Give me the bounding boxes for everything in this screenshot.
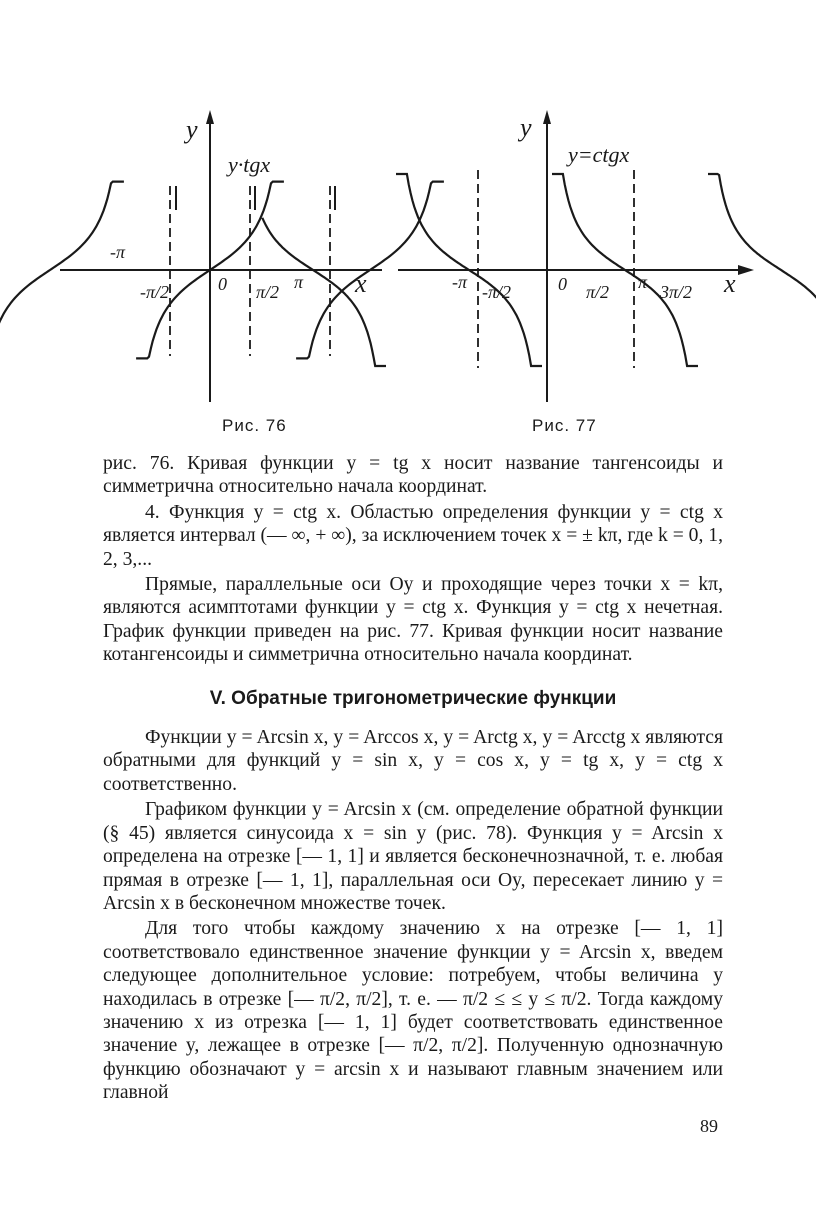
tick-neg-pi: -π [452,272,468,292]
tick-half-pi: π/2 [256,282,280,302]
paragraph-inverse-functions: Функции y = Arcsin x, y = Arccos x, y = Arctg x, y = Arcctg x являются обратными для функций y = sin x, y = cos x, y = tg x, y = ctg x соответственно. [103,727,723,795]
tick-three-half-pi: 3π/2 [660,282,693,302]
origin-label: 0 [218,274,227,294]
function-label: y·tgx [228,152,271,177]
paragraph-ctg-asymptotes: Прямые, параллельные оси Oy и проходящие через точки x = kπ, являются асимптотами функции y = ctg x. Функция y = ctg x нечетная. График функции приведен на рис. 77. Кривая функции носит название котангенсоиды и симметрична относительно начала координат. [103,574,723,666]
x-axis-label: x [724,269,736,298]
figure-77-caption: Рис. 77 [532,416,597,435]
figure-76-tangent-graph [60,110,390,410]
tick-pi: π [294,272,304,292]
y-axis-label: y [520,113,532,142]
figure-77-cotangent-graph [398,110,758,410]
paragraph-principal-value: Для того чтобы каждому значению x на отрезке [— 1, 1] соответствовало единственное значение функции y = Arcsin x, введем следующее дополнительное условие: потребуем, чтобы величина y находилась в отрезке [— π/2, π/2], т. е. — π/2 ≤ ≤ y ≤ π/2. Тогда каждому значению x из отрезка [— 1, 1] будет соответствовать единственное значение y, лежащее в отрезке [— π/2, π/2]. Полученную однозначную функцию обозначают y = arcsin x и называют главным значением или главной [103,918,723,1104]
origin-label: 0 [558,274,567,294]
function-label: y=ctgx [568,142,630,167]
tick-half-pi: π/2 [586,282,610,302]
section-heading: V. Обратные тригонометрические функции [209,687,617,709]
y-axis-arrow [543,110,551,124]
figure-76-caption: Рис. 76 [222,416,287,435]
page-number: 89 [700,1116,718,1136]
body-text [103,452,723,1105]
tick-neg-pi: -π [110,242,126,262]
y-axis-arrow [206,110,214,124]
paragraph-tangentoid: рис. 76. Кривая функции y = tg x носит название тангенсоиды и симметрична относительно начала координат. [103,453,723,498]
figure-77-svg [398,110,758,410]
x-axis-arrow [738,265,754,275]
tick-neg-half-pi: -π/2 [140,282,170,302]
tick-neg-half-pi: -π/2 [482,282,512,302]
x-axis-label: x [355,269,367,298]
figure-76-svg [60,110,390,410]
paragraph-ctg-function: 4. Функция y = ctg x. Областью определения функции y = ctg x является интервал (— ∞, + ∞), за исключением точек x = ± kπ, где k = 0, 1, 2, 3,... [103,501,723,570]
tick-pi: π [638,272,648,292]
y-axis-label: y [186,115,198,144]
paragraph-arcsin-graph: Графиком функции y = Arcsin x (см. определение обратной функции (§ 45) является синусоида x = sin y (рис. 78). Функция y = Arcsin x определена на отрезке [— 1, 1] и является бесконечнозначной, т. е. любая прямая в отрезке [— 1, 1], параллельная оси Oy, пересекает линию y = Arcsin x в бесконечном множестве точек. [103,799,723,914]
